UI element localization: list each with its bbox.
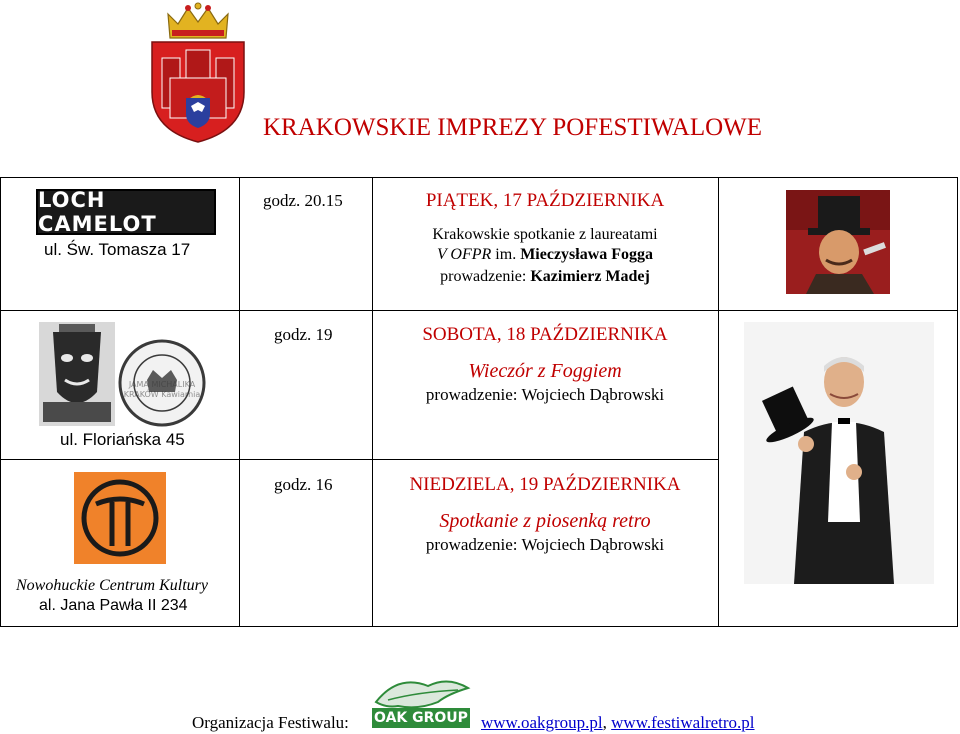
event-host: [372, 385, 718, 405]
krakow-coat-of-arms-icon: [148, 2, 248, 144]
oak-group-logo-text: OAK GROUP: [372, 708, 470, 728]
event-day: PIĄTEK, 17 PAŹDZIERNIKA: [425, 190, 665, 211]
venue-name: Nowohuckie Centrum Kultury: [16, 577, 208, 594]
connector-text: im.: [491, 246, 521, 263]
host-photo: [744, 322, 934, 584]
link-separator: ,: [602, 713, 612, 732]
loch-camelot-logo-text: LOCH CAMELOT: [38, 188, 157, 236]
host-name: Wojciech Dąbrowski: [521, 385, 665, 404]
venue-address: ul. Św. Tomasza 17: [44, 240, 191, 259]
oakgroup-link[interactable]: www.oakgroup.pl: [481, 713, 603, 732]
loch-camelot-logo: [36, 189, 216, 235]
host-photo: [786, 190, 890, 294]
festiwalretro-link[interactable]: www.festiwalretro.pl: [611, 713, 755, 732]
organizer-label: Organizacja Festiwalu:: [192, 713, 349, 732]
host-name: Kazimierz Madej: [530, 268, 650, 285]
page-title: KRAKOWSKIE IMPREZY POFESTIWALOWE: [263, 114, 763, 141]
footer-links: [481, 713, 755, 733]
nowohuckie-centrum-kultury-logo: [74, 472, 166, 564]
venue-address: al. Jana Pawła II 234: [39, 597, 188, 614]
table-divider: [0, 459, 718, 460]
host-label: prowadzenie:: [440, 268, 531, 285]
oak-leaf-icon: [368, 672, 474, 712]
host-label: prowadzenie:: [425, 535, 522, 554]
host-label: prowadzenie:: [425, 385, 522, 404]
jama-michalika-mask-logo: [39, 322, 115, 426]
jama-michalika-logo-text: JAMA MICHALIKA KRAKÓW Kawiarnia: [123, 380, 201, 399]
event-host: [372, 268, 718, 286]
venue-address: ul. Floriańska 45: [60, 430, 185, 449]
event-subtitle: Wieczór z Foggiem: [468, 360, 622, 382]
event-description: Krakowskie spotkanie z laureatami: [432, 226, 658, 243]
table-divider: [0, 310, 958, 311]
event-description-line2: [372, 246, 718, 264]
event-day: SOBOTA, 18 PAŹDZIERNIKA: [422, 324, 668, 345]
event-time: godz. 16: [274, 475, 333, 494]
event-time: godz. 19: [274, 325, 333, 344]
contest-name: V OFPR: [436, 246, 492, 263]
host-name: Wojciech Dąbrowski: [521, 535, 665, 554]
event-day: NIEDZIELA, 19 PAŹDZIERNIKA: [409, 474, 681, 495]
patron-name: Mieczysława Fogga: [520, 246, 654, 263]
table-divider: [239, 177, 240, 627]
event-time: godz. 20.15: [263, 191, 343, 210]
event-subtitle: Spotkanie z piosenką retro: [439, 510, 651, 532]
table-divider: [718, 177, 719, 627]
oak-group-logo: [368, 672, 474, 730]
event-host: [372, 535, 718, 555]
